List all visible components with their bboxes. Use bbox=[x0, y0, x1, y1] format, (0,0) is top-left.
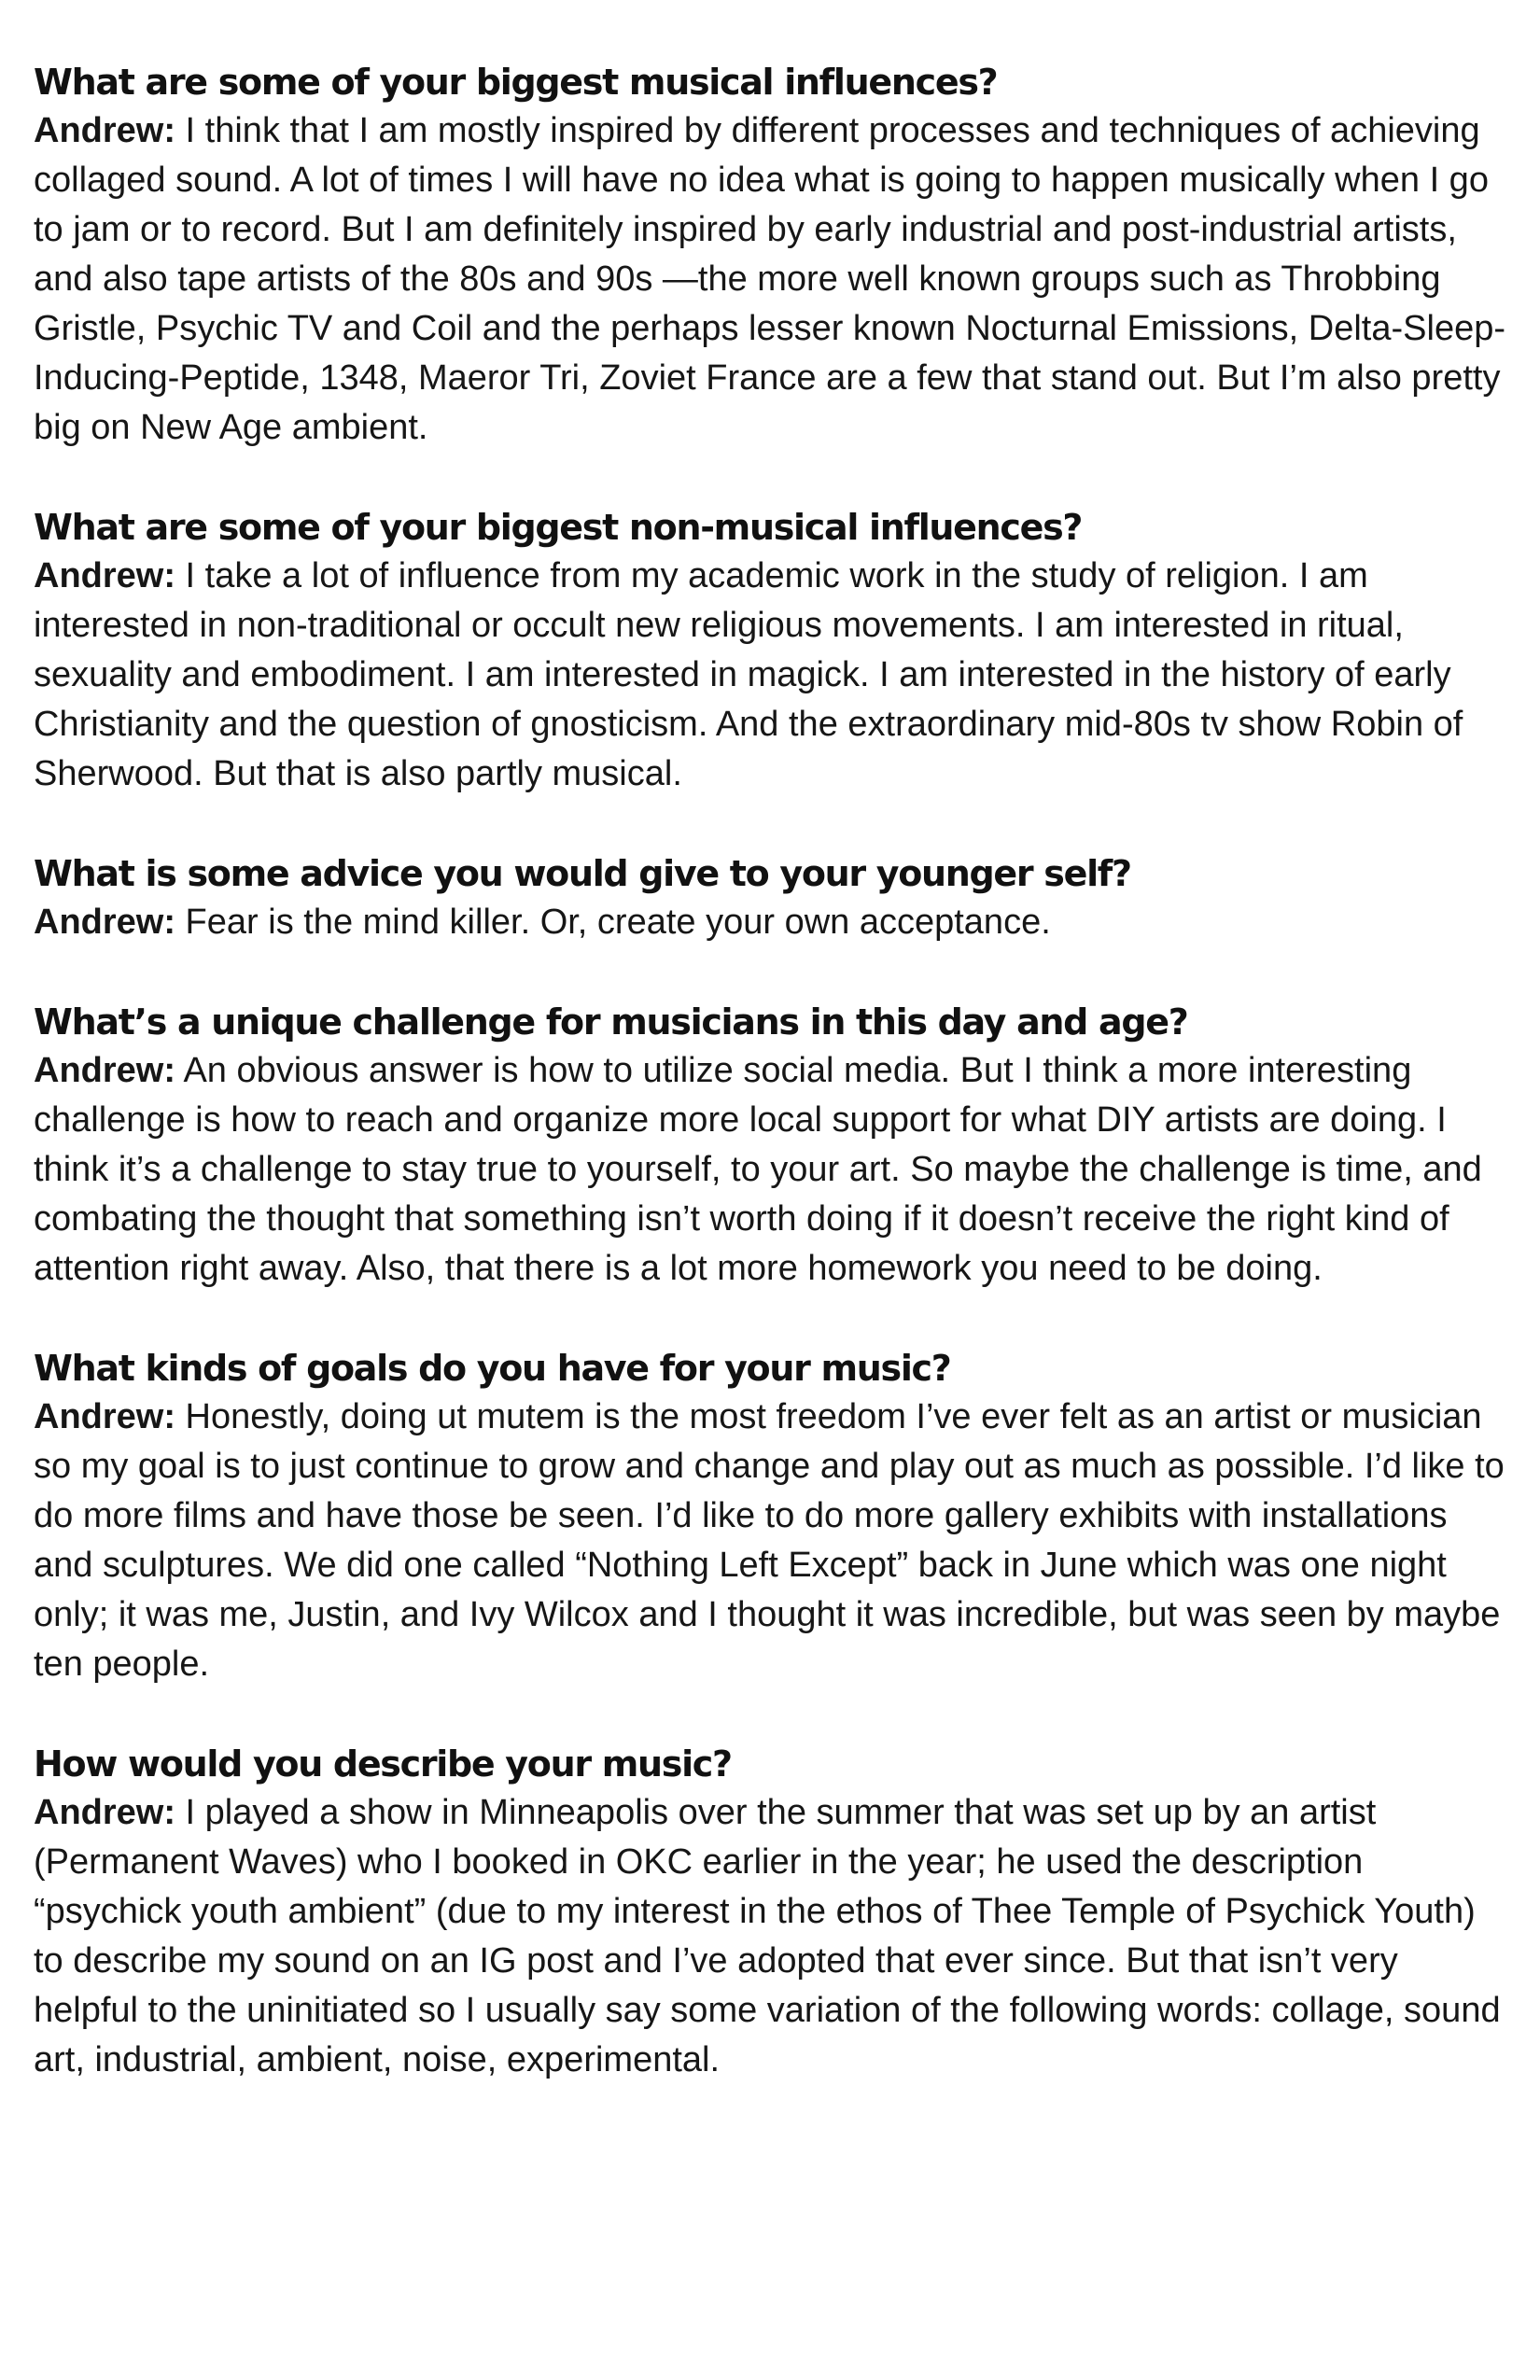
qa-block-non-musical-influences bbox=[34, 503, 1508, 799]
speaker-label: Andrew: bbox=[34, 1051, 175, 1090]
question-heading: What’s a unique challenge for musicians in this day and age? bbox=[34, 1001, 1188, 1043]
answer-paragraph bbox=[34, 1046, 1508, 1294]
answer-text: Honestly, doing ut mutem is the most freedom I’ve ever felt as an artist or musician so my goal is to just continue to grow and change and play out as much as possible. I’d like to do more films and have those be seen. I’d like to do more gallery exhibits with installations and sculptures. We did one called “Nothing Left Except” back in June which was one night only; it was me, Justin, and Ivy Wilcox and I thought it was incredible, but was seen by maybe ten people. bbox=[34, 1397, 1505, 1684]
qa-block-musical-influences bbox=[34, 58, 1508, 453]
answer-paragraph bbox=[34, 1788, 1508, 2085]
question-heading: What are some of your biggest musical influences? bbox=[34, 62, 998, 103]
answer-paragraph bbox=[34, 1393, 1508, 1689]
answer-text: I take a lot of influence from my academic work in the study of religion. I am interested in non-traditional or occult new religious movements. I am interested in ritual, sexuality and embodiment. I am interested in magick. I am interested in the history of early Christianity and the question of gnosticism. And the extraordinary mid-80s tv show Robin of Sherwood. But that is also partly musical. bbox=[34, 556, 1463, 793]
question-heading: How would you describe your music? bbox=[34, 1743, 732, 1785]
qa-block-advice bbox=[34, 849, 1508, 947]
question-heading: What is some advice you would give to your younger self? bbox=[34, 853, 1131, 894]
qa-block-goals bbox=[34, 1344, 1508, 1689]
answer-text: Fear is the mind killer. Or, create your own acceptance. bbox=[175, 903, 1051, 942]
speaker-label: Andrew: bbox=[34, 111, 175, 150]
qa-block-describe-music bbox=[34, 1740, 1508, 2085]
answer-text: I played a show in Minneapolis over the summer that was set up by an artist (Permanent Waves) who I booked in OKC earlier in the year; he used the description “psychick youth ambient” (due to my interest in the ethos of Thee Temple of Psychick Youth) to describe my sound on an IG post and I’ve adopted that ever since. But that isn’t very helpful to the uninitiated so I usually say some variation of the following words: collage, sound art, industrial, ambient, noise, experimental. bbox=[34, 1793, 1501, 2079]
answer-text: An obvious answer is how to utilize social media. But I think a more interesting challenge is how to reach and organize more local support for what DIY artists are doing. I think it’s a challenge to stay true to yourself, to your art. So maybe the challenge is time, and combating the thought that something isn’t worth doing if it doesn’t receive the right kind of attention right away. Also, that there is a lot more homework you need to be doing. bbox=[34, 1051, 1482, 1288]
speaker-label: Andrew: bbox=[34, 556, 175, 595]
answer-paragraph bbox=[34, 552, 1508, 799]
question-heading: What kinds of goals do you have for your music? bbox=[34, 1348, 951, 1389]
answer-text: I think that I am mostly inspired by different processes and techniques of achieving collaged sound. A lot of times I will have no idea what is going to happen musically when I go to jam or to record. But I am definitely inspired by early industrial and post-industrial artists, and also tape artists of the 80s and 90s —the more well known groups such as Throbbing Gristle, Psychic TV and Coil and the perhaps lesser known Nocturnal Emissions, Delta-Sleep-Inducing-Peptide, 1348, Maeror Tri, Zoviet France are a few that stand out. But I’m also pretty big on New Age ambient. bbox=[34, 111, 1505, 447]
interview-page bbox=[34, 58, 1508, 2135]
speaker-label: Andrew: bbox=[34, 1397, 175, 1436]
speaker-label: Andrew: bbox=[34, 903, 175, 942]
speaker-label: Andrew: bbox=[34, 1793, 175, 1832]
answer-paragraph bbox=[34, 106, 1508, 453]
answer-paragraph bbox=[34, 898, 1508, 947]
question-heading: What are some of your biggest non-musical influences? bbox=[34, 507, 1083, 548]
qa-block-challenge bbox=[34, 998, 1508, 1294]
